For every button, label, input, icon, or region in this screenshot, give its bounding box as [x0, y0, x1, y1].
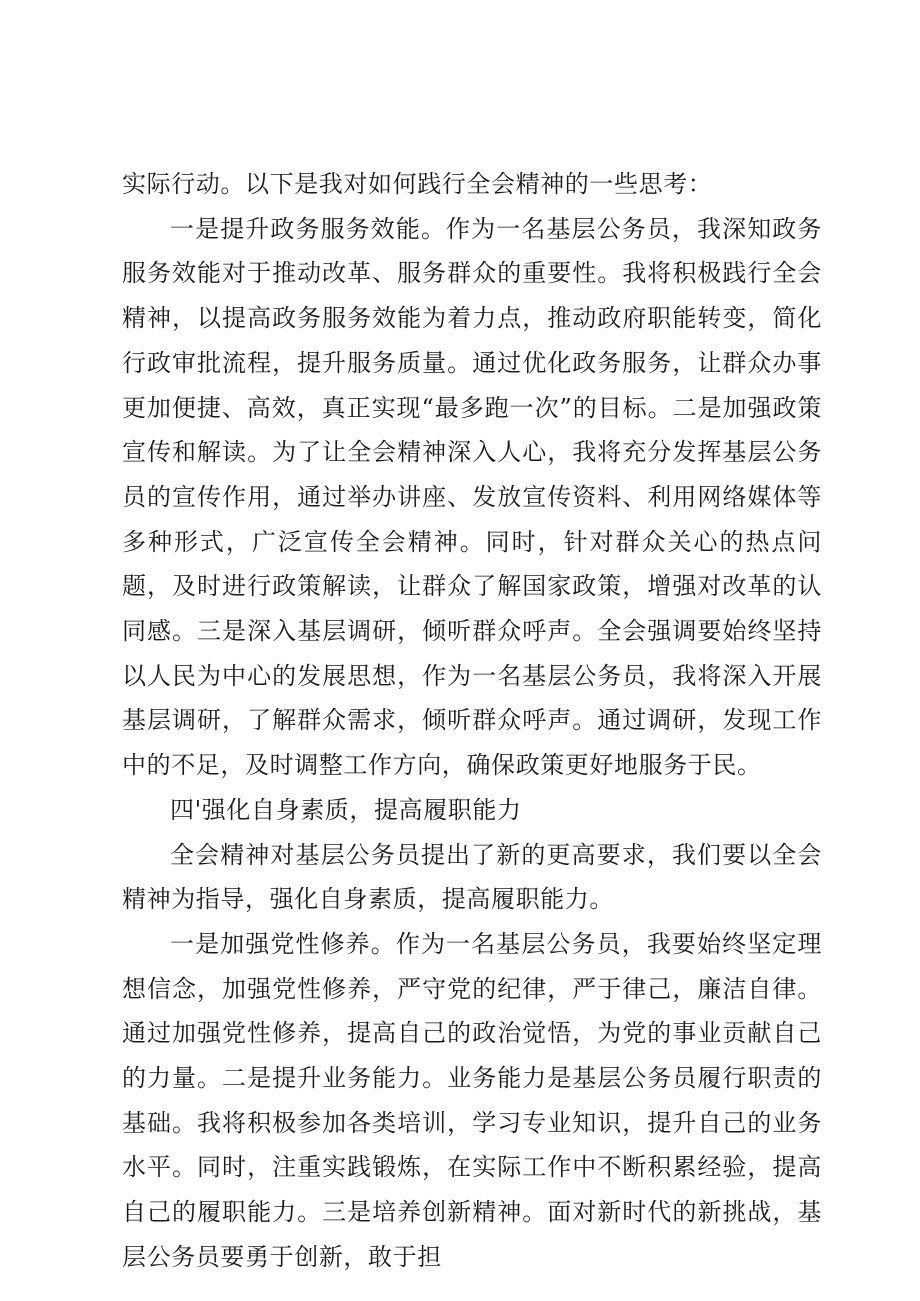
document-body	[122, 162, 822, 1280]
paragraph-government-service: 一是提升政务服务效能。作为一名基层公务员，我深知政务服务效能对于推动改革、服务群众的重要性。我将积极践行全会精神，以提高政务服务效能为着力点，推动政府职能转变，简化行政审批流程，提升服务质量。通过优化政务服务，让群众办事更加便捷、高效，真正实现“最多跑一次”的目标。二是加强政策宣传和解读。为了让全会精神深入人心，我将充分发挥基层公务员的宣传作用，通过举办讲座、发放宣传资料、利用网络媒体等多种形式，广泛宣传全会精神。同时，针对群众关心的热点问题，及时进行政策解读，让群众了解国家政策，增强对改革的认同感。三是深入基层调研，倾听群众呼声。全会强调要始终坚持以人民为中心的发展思想，作为一名基层公务员，我将深入开展基层调研，了解群众需求，倾听群众呼声。通过调研，发现工作中的不足，及时调整工作方向，确保政策更好地服务于民。	[122, 214, 822, 780]
paragraph-party-cultivation: 一是加强党性修养。作为一名基层公务员，我要始终坚定理想信念，加强党性修养，严守党的纪律，严于律己，廉洁自律。通过加强党性修养，提高自己的政治觉悟，为党的事业贡献自己的力量。二是提升业务能力。业务能力是基层公务员履行职责的基础。我将积极参加各类培训，学习专业知识，提升自己的业务水平。同时，注重实践锻炼，在实际工作中不断积累经验，提高自己的履职能力。三是培养创新精神。面对新时代的新挑战，基层公务员要勇于创新，敢于担	[122, 929, 822, 1271]
paragraph-section-intro: 全会精神对基层公务员提出了新的更高要求，我们要以全会精神为指导，强化自身素质，提高履职能力。	[122, 840, 822, 914]
paragraph-continuation: 实际行动。以下是我对如何践行全会精神的一些思考：	[122, 170, 713, 198]
section-heading-four: 四'强化自身素质，提高履职能力	[170, 795, 522, 824]
